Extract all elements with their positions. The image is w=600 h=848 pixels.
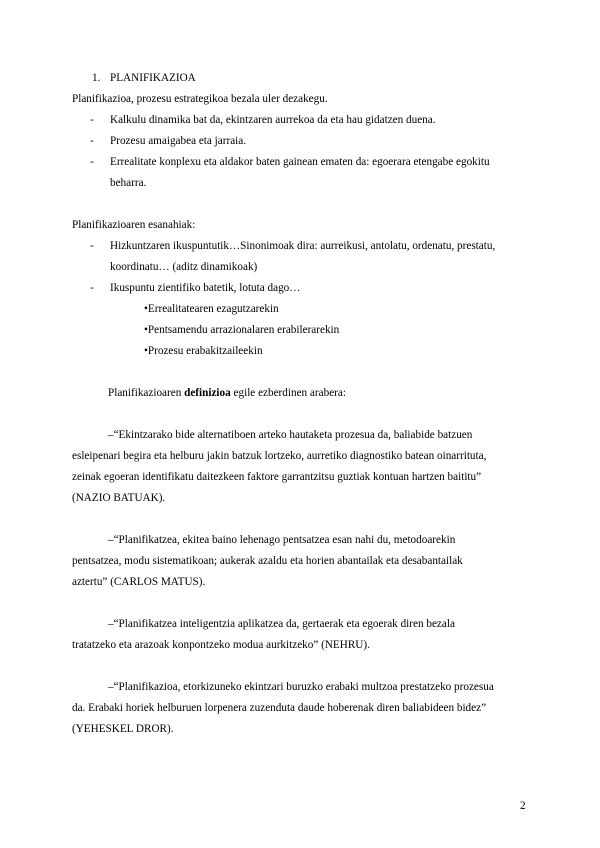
quote-line: pentsatzea, modu sistematikoan; aukerak azaldu eta horien abantailak eta desabantailak xyxy=(72,555,463,567)
sub-list-item: •Prozesu erabakitzaileekin xyxy=(144,345,263,357)
definitions-intro-bold: definizioa xyxy=(184,387,231,399)
definitions-intro xyxy=(108,383,346,404)
quote-line: esleipenari begira eta helburu jakin batzuk lortzeko, aurretiko diagnostiko batean oinarrituta, xyxy=(72,450,487,462)
definitions-intro-before: Planifikazioaren xyxy=(108,387,185,399)
list-item: Ikuspuntu zientifiko batetik, lotuta dago… xyxy=(110,282,301,294)
quote-line: da. Erabaki horiek helburuen lorpenera zuzenduta daude hoberenak diren baliabideen bidez” xyxy=(72,702,487,714)
sub-list-item: •Pentsamendu arrazionalaren erabilerarekin xyxy=(144,324,340,336)
quote-line: aztertu” (CARLOS MATUS). xyxy=(72,576,206,588)
list-item: Errealitate konplexu eta aldakor baten gainean ematen da: egoerara etengabe egokitu xyxy=(110,156,490,168)
bullet-marker: - xyxy=(90,156,94,168)
list-item: Kalkulu dinamika bat da, ekintzaren aurrekoa da eta hau gidatzen duena. xyxy=(110,114,436,126)
list-item: Hizkuntzaren ikuspuntutik…Sinonimoak dira: aurreikusi, antolatu, ordenatu, prestatu, xyxy=(110,240,496,252)
quote-line: –“Planifikazioa, etorkizuneko ekintzari buruzko erabaki multzoa prestatzeko prozesua xyxy=(108,681,494,693)
bullet-marker: - xyxy=(90,282,94,294)
quote-line: –“Ekintzarako bide alternatiboen arteko hautaketa prozesua da, baliabide batzuen xyxy=(108,429,473,441)
page-number: 2 xyxy=(520,800,526,812)
quote-line: –“Planifikatzea inteligentzia aplikatzea da, gertaerak eta egoerak diren bezala xyxy=(108,618,455,630)
section-title: PLANIFIKAZIOA xyxy=(110,72,196,84)
sub-list-item: •Errealitatearen ezagutzarekin xyxy=(144,303,279,315)
list-item: Prozesu amaigabea eta jarraia. xyxy=(110,135,247,147)
list-item-continuation: koordinatu… (aditz dinamikoak) xyxy=(110,261,258,273)
quote-line: zeinak egoeran identifikatu daitezkeen faktore garrantzitsu guztiak kontuan hartzen baititu” xyxy=(72,471,482,483)
quote-line: (YEHESKEL DROR). xyxy=(72,723,174,735)
section-number: 1. xyxy=(92,72,101,84)
definitions-intro-after: egile ezberdinen arabera: xyxy=(230,387,346,399)
intro-text: Planifikazioa, prozesu estrategikoa bezala uler dezakegu. xyxy=(72,93,328,105)
bullet-marker: - xyxy=(90,114,94,126)
quote-line: tratatzeko eta arazoak konpontzeko modua aurkitzeko” (NEHRU). xyxy=(72,639,370,651)
bullet-marker: - xyxy=(90,240,94,252)
bullet-marker: - xyxy=(90,135,94,147)
meanings-title: Planifikazioaren esanahiak: xyxy=(72,219,196,231)
quote-line: (NAZIO BATUAK). xyxy=(72,492,166,504)
list-item-continuation: beharra. xyxy=(110,177,147,189)
quote-line: –“Planifikatzea, ekitea baino lehenago pentsatzea esan nahi du, metodoarekin xyxy=(108,534,456,546)
